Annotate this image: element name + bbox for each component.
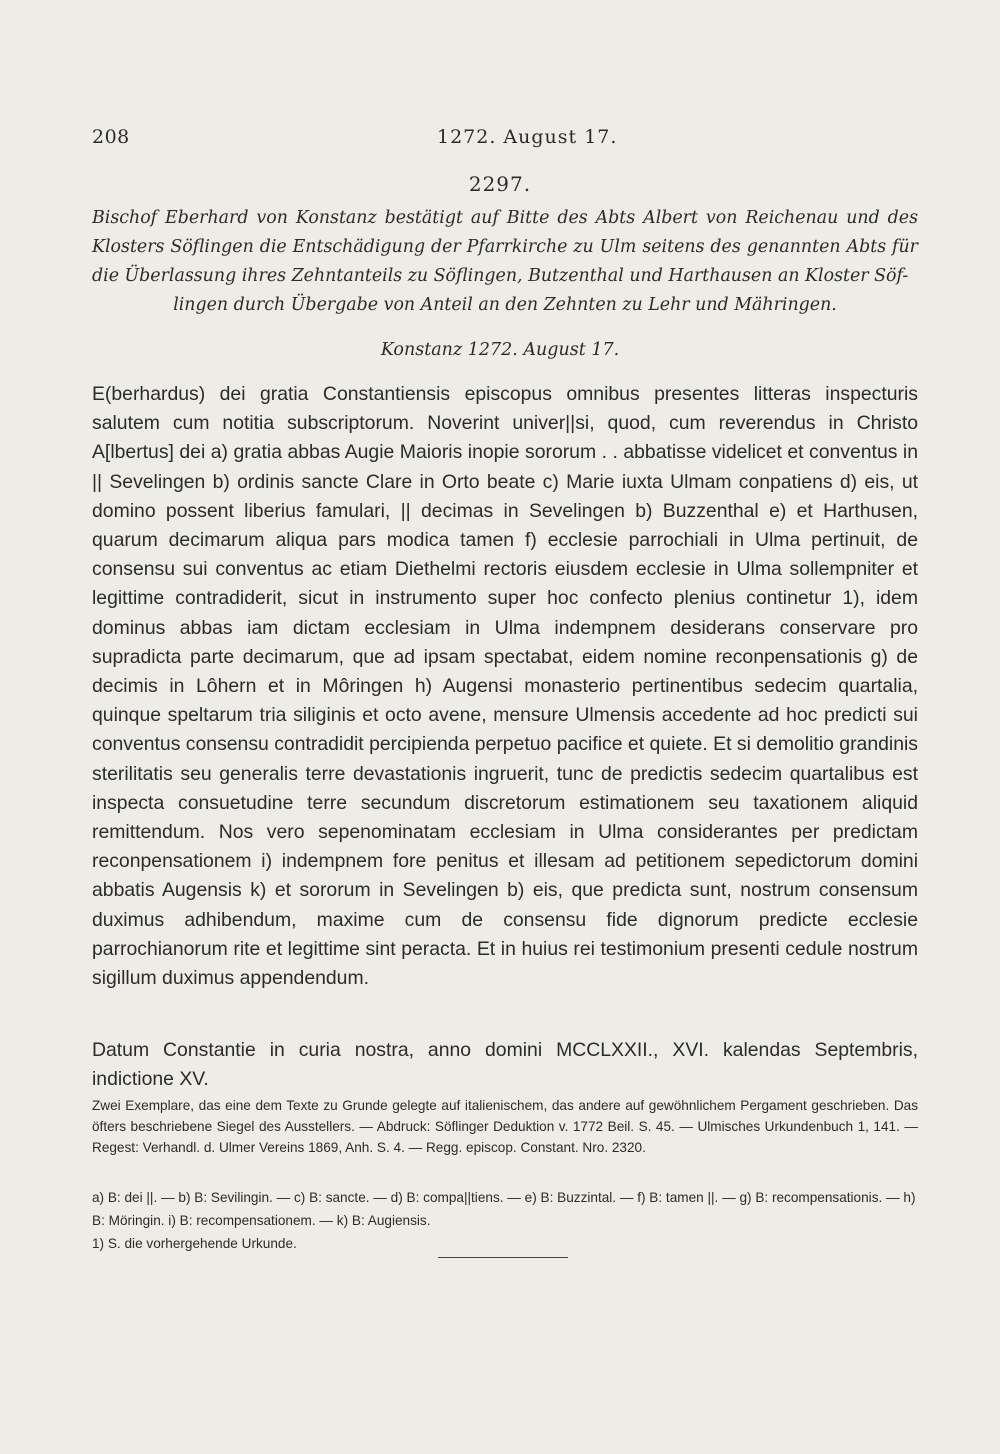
variant-readings: a) B: dei ||. — b) B: Sevilingin. — c) B: sancte. — d) B: compa||tiens. — e) B: Buzzintal. — f) B: tamen ||. — g) B: recompensationis. — h) B: Möringin. i) B: recompensationem. — k) B: Augiensis. [92, 1190, 916, 1228]
place-date: Konstanz 1272. August 17. [380, 340, 620, 360]
apparatus [92, 1186, 918, 1255]
dating-clause: Datum Constantie in curia nostra, anno domini MCCLXXII., XVI. kalendas Septembris, indictione XV. [92, 1039, 918, 1091]
charter-body: E(berhardus) dei gratia Constantiensis episcopus omnibus presentes litteras inspecturis salutem cum notitia subscriptorum. Noverint univer||si, quod, cum reverendus in Christo A[lbertus] dei a) gratia abbas Augie Maioris inopie sororum . . abbatisse videlicet et conventus in || Sevelingen b) ordinis sancte Clare in Orto beate c) Marie iuxta Ulmam conpatiens d) eis, ut domino possent liberius famulari, || decimas in Sevelingen b) Buzzenthal e) et Harthusen, quarum decimarum aliqua pars modica tamen f) ecclesie parrochiali in Ulma pertinuit, de consensu sui conventus ac etiam Diethelmi rectoris eiusdem ecclesie in Ulma sollempniter et legittime contradiderit, sicut in instrumento super hoc confecto plenius continetur 1), idem dominus abbas iam dictam ecclesiam in Ulma indempnem desiderans conservare pro supradicta parte decimarum, que ad ipsam spectabat, eidem nomine reconpensationis g) de decimis in Lôhern et in Môringen h) Augensi monasterio pertinentibus sedecim quartalia, quinque speltarum tria siliginis et octo avene, mensure Ulmensis accedente ad hoc predicti sui conventus consensu contradidit percipienda perpetuo pacifice et quiete. Et si demolitio grandinis sterilitatis seu generalis terre devastationis ingruerit, tunc de predictis sedecim quartalibus est inspecta consuetudine terre secundum discretorum estimationem seu taxationem aliquid remittendum. Nos vero sepenominatam ecclesiam in Ulma considerantes per predictam reconpensationem i) indempnem fore penitus et illesam ad petitionem sepedictorum domini abbatis Augensis k) et sororum in Sevelingen b) eis, que predicta sunt, nostrum consensum duximus adhibendum, maxime cum de consensu fide dignorum predicte ecclesie parrochianorum rite et legittime sint peracta. Et in huius rei testimonium presenti cedule nostrum sigillum duximus appendendum. [92, 383, 918, 990]
summary-line: Bischof Eberhard von Konstanz bestätigt auf Bitte des Abts Albert von Reichenau und des Klosters Söflingen die Entschädigung der Pfarrkirche zu Ulm seitens des genannten Abts für die Überlassung ihres Zehntanteils zu Söflingen, Butzenthal und Harthausen an Kloster Söf- [92, 208, 918, 286]
summary-line-last: lingen durch Übergabe von Anteil an den Zehnten zu Lehr und Mähringen. [173, 295, 837, 315]
charter-text [92, 380, 918, 993]
footnote-divider [438, 1257, 568, 1258]
running-head: 1272. August 17. [437, 126, 618, 148]
page-header [92, 126, 912, 156]
transmission-notes [92, 1096, 918, 1158]
page-number: 208 [92, 126, 130, 148]
footnote: 1) S. die vorhergehende Urkunde. [92, 1236, 297, 1251]
transmission-paragraph: Zwei Exemplare, das eine dem Texte zu Grunde gelegte auf italienischem, das andere auf gewöhnlichem Pergament geschrieben. Das öfters beschriebene Siegel des Ausstellers. — Abdruck: Söflinger Deduktion v. 1772 Beil. S. 45. — Ulmisches Urkundenbuch 1, 141. — Regest: Verhandl. d. Ulmer Vereins 1869, Anh. S. 4. — Regg. episcop. Constant. Nro. 2320. [92, 1098, 918, 1155]
document-number: 2297. [468, 172, 532, 196]
regest-summary [92, 204, 918, 320]
